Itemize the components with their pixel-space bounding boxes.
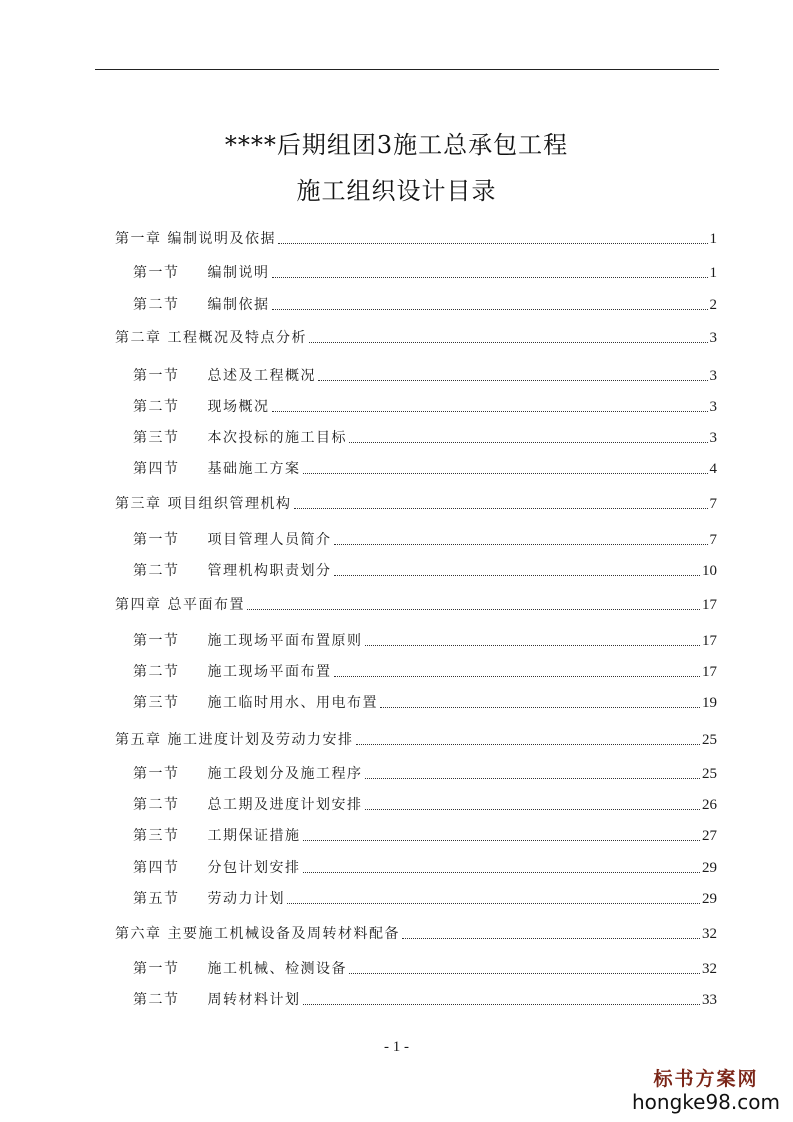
toc-page-number: 1: [709, 265, 717, 281]
toc-entry-title: 工程概况及特点分析: [167, 330, 307, 346]
toc-chapter-row[interactable]: [115, 228, 717, 248]
toc-section-row[interactable]: [133, 857, 717, 877]
toc-section-row[interactable]: [133, 365, 717, 385]
toc-page-number: 3: [709, 368, 717, 384]
toc-section-row[interactable]: [133, 692, 717, 712]
toc-entry-title: 编制说明及依据: [167, 231, 276, 247]
toc-page-number: 10: [702, 563, 717, 579]
toc-entry-title: 施工进度计划及劳动力安排: [167, 732, 354, 748]
toc-page-number: 17: [702, 633, 717, 649]
toc-section-row[interactable]: [133, 560, 717, 580]
toc-dot-leader: [380, 707, 700, 708]
toc-dot-leader: [365, 778, 701, 779]
toc-page-number: 7: [709, 532, 717, 548]
toc-dot-leader: [294, 508, 708, 509]
toc-chapter-row[interactable]: [115, 923, 717, 943]
toc-chapter-row[interactable]: [115, 493, 717, 513]
toc-dot-leader: [287, 903, 700, 904]
toc-page-number: 25: [702, 732, 717, 748]
toc-page-number: 25: [702, 766, 717, 782]
toc-section-label: 第三节: [133, 695, 180, 711]
toc-section-label: 第四节: [133, 461, 180, 477]
toc-entry-title: 管理机构职责划分: [207, 563, 332, 579]
toc-entry-title: 施工现场平面布置原则: [207, 633, 363, 649]
toc-page-number: 1: [709, 231, 717, 247]
document-title: ****后期组团3施工总承包工程: [224, 131, 569, 159]
watermark: [631, 1068, 781, 1114]
toc-section-row[interactable]: [133, 989, 717, 1009]
document-subtitle: 施工组织设计目录: [296, 177, 497, 205]
toc-section-label: 第二节: [133, 399, 180, 415]
toc-dot-leader: [334, 676, 701, 677]
toc-section-row[interactable]: [133, 427, 717, 447]
toc-section-label: 第二节: [133, 664, 180, 680]
toc-section-label: 第一节: [133, 961, 180, 977]
toc-section-row[interactable]: [133, 294, 717, 314]
toc-section-label: 第一节: [133, 532, 180, 548]
toc-entry-title: 施工现场平面布置: [207, 664, 332, 680]
toc-chapter-label: 第二章: [115, 330, 162, 346]
toc-dot-leader: [303, 872, 701, 873]
toc-section-label: 第一节: [133, 368, 180, 384]
toc-page-number: 4: [709, 461, 717, 477]
toc-dot-leader: [356, 744, 701, 745]
watermark-cn: 标书方案网: [653, 1068, 759, 1090]
toc-entry-title: 总述及工程概况: [207, 368, 316, 384]
toc-section-row[interactable]: [133, 958, 717, 978]
toc-dot-leader: [272, 277, 708, 278]
toc-page-number: 33: [702, 992, 717, 1008]
toc-section-label: 第一节: [133, 633, 180, 649]
toc-chapter-label: 第一章: [115, 231, 162, 247]
toc-entry-title: 施工临时用水、用电布置: [207, 695, 378, 711]
toc-section-row[interactable]: [133, 396, 717, 416]
toc-entry-title: 编制说明: [207, 265, 270, 281]
toc-section-row[interactable]: [133, 661, 717, 681]
toc-page-number: 19: [702, 695, 717, 711]
toc-section-label: 第二节: [133, 297, 180, 313]
toc-entry-title: 项目管理人员简介: [207, 532, 332, 548]
toc-entry-title: 周转材料计划: [207, 992, 301, 1008]
toc-page-number: 17: [702, 597, 717, 613]
toc-dot-leader: [309, 342, 708, 343]
toc-page-number: 29: [702, 891, 717, 907]
toc-section-row[interactable]: [133, 763, 717, 783]
toc-dot-leader: [365, 809, 701, 810]
toc-chapter-label: 第四章: [115, 597, 162, 613]
toc-section-label: 第一节: [133, 766, 180, 782]
toc-entry-title: 劳动力计划: [207, 891, 285, 907]
toc-page-number: 3: [709, 399, 717, 415]
toc-dot-leader: [272, 411, 708, 412]
toc-page-number: 2: [709, 297, 717, 313]
toc-dot-leader: [303, 473, 708, 474]
toc-dot-leader: [272, 309, 708, 310]
toc-chapter-label: 第三章: [115, 496, 162, 512]
toc-entry-title: 分包计划安排: [207, 860, 301, 876]
toc-section-row[interactable]: [133, 262, 717, 282]
toc-page-number: 7: [709, 496, 717, 512]
toc-section-row[interactable]: [133, 630, 717, 650]
toc-entry-title: 总平面布置: [167, 597, 245, 613]
toc-entry-title: 工期保证措施: [207, 828, 301, 844]
toc-dot-leader: [303, 1004, 701, 1005]
toc-section-label: 第一节: [133, 265, 180, 281]
toc-chapter-row[interactable]: [115, 729, 717, 749]
toc-section-row[interactable]: [133, 458, 717, 478]
toc-section-label: 第四节: [133, 860, 180, 876]
toc-page-number: 3: [709, 330, 717, 346]
toc-section-row[interactable]: [133, 888, 717, 908]
toc-section-label: 第二节: [133, 797, 180, 813]
toc-page-number: 26: [702, 797, 717, 813]
toc-section-label: 第五节: [133, 891, 180, 907]
toc-entry-title: 项目组织管理机构: [167, 496, 292, 512]
toc-entry-title: 本次投标的施工目标: [207, 430, 347, 446]
toc-chapter-label: 第五章: [115, 732, 162, 748]
toc-entry-title: 编制依据: [207, 297, 270, 313]
toc-section-label: 第二节: [133, 992, 180, 1008]
toc-page-number: 17: [702, 664, 717, 680]
toc-chapter-row[interactable]: [115, 594, 717, 614]
toc-page-number: 32: [702, 926, 717, 942]
toc-section-label: 第二节: [133, 563, 180, 579]
toc-dot-leader: [334, 575, 701, 576]
toc-section-row[interactable]: [133, 794, 717, 814]
toc-chapter-row[interactable]: [115, 327, 717, 347]
toc-section-label: 第三节: [133, 430, 180, 446]
toc-entry-title: 总工期及进度计划安排: [207, 797, 363, 813]
page-number: - 1 -: [384, 1039, 409, 1055]
toc-dot-leader: [349, 973, 700, 974]
toc-section-label: 第三节: [133, 828, 180, 844]
toc-section-row[interactable]: [133, 529, 717, 549]
toc-dot-leader: [247, 609, 700, 610]
toc-dot-leader: [334, 544, 708, 545]
toc-entry-title: 主要施工机械设备及周转材料配备: [167, 926, 400, 942]
toc-dot-leader: [303, 840, 701, 841]
toc-dot-leader: [349, 442, 708, 443]
toc-entry-title: 施工段划分及施工程序: [207, 766, 363, 782]
toc-page-number: 32: [702, 961, 717, 977]
toc-entry-title: 基础施工方案: [207, 461, 301, 477]
toc-page-number: 29: [702, 860, 717, 876]
toc-page-number: 27: [702, 828, 717, 844]
toc-chapter-label: 第六章: [115, 926, 162, 942]
toc-entry-title: 施工机械、检测设备: [207, 961, 347, 977]
toc-dot-leader: [402, 938, 700, 939]
toc-entry-title: 现场概况: [207, 399, 270, 415]
toc-dot-leader: [318, 380, 708, 381]
watermark-en: hongke98.com: [632, 1090, 780, 1114]
toc-page-number: 3: [709, 430, 717, 446]
toc-section-row[interactable]: [133, 825, 717, 845]
toc-dot-leader: [365, 645, 701, 646]
toc-dot-leader: [278, 243, 708, 244]
